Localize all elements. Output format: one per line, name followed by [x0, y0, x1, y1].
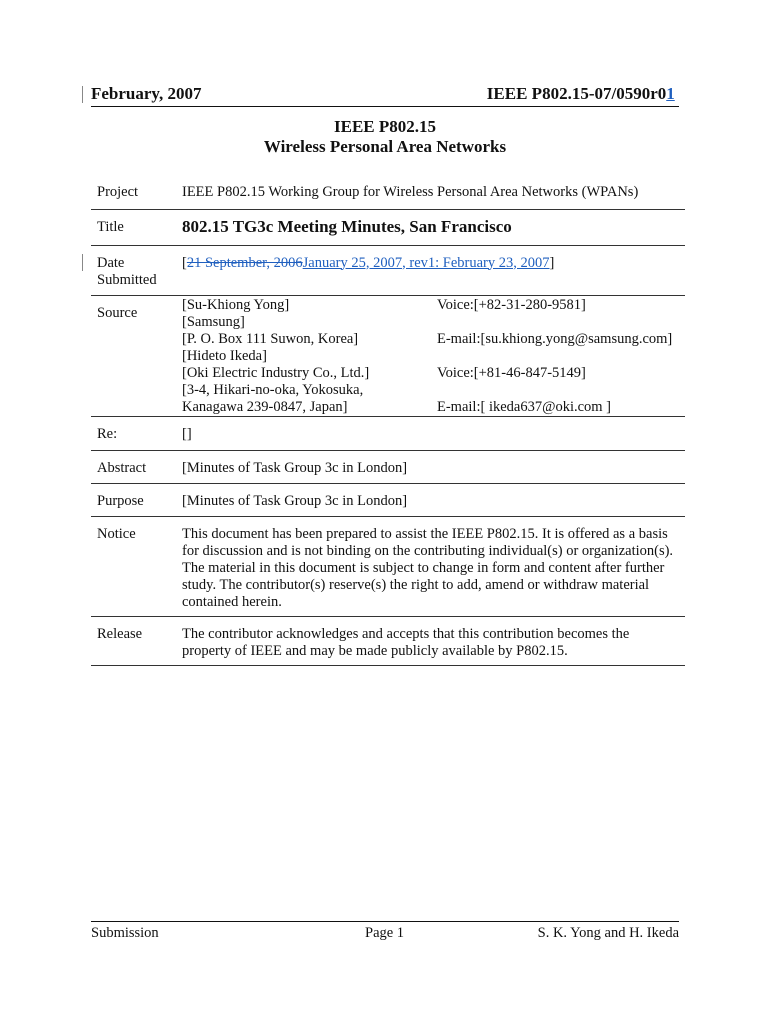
abstract-value: [Minutes of Task Group 3c in London] — [182, 459, 408, 476]
metadata-table — [91, 176, 685, 666]
document-title-block — [91, 117, 679, 157]
doc-number-revision-insert: 1 — [666, 84, 675, 103]
abstract-label: Abstract — [97, 459, 147, 476]
bracket-close: ] — [549, 254, 555, 271]
contact-line: Voice:[+81-46-847-5149] — [437, 364, 586, 381]
release-label: Release — [97, 625, 143, 642]
inserted-date: January 25, 2007, rev1: February 23, 2007 — [302, 254, 550, 271]
row-source — [91, 295, 685, 416]
row-title — [91, 209, 685, 245]
source-line: [3-4, Hikari-no-oka, Yokosuka, — [182, 381, 364, 398]
row-abstract — [91, 450, 685, 483]
release-value: The contributor acknowledges and accepts that this contribution becomes the property of IEEE and may be made publicly available by P802.15. — [182, 625, 630, 659]
contact-line: Voice:[+82-31-280-9581] — [437, 296, 586, 313]
notice-value: This document has been prepared to assist the IEEE P802.15. It is offered as a basis for discussion and is not binding on the contributing individual(s) or organization(s). The material in this document is subject to change in form and content after further study. The contributor(s) reserve(s) the right to add, amend or withdraw material contained herein. — [182, 525, 674, 610]
row-release — [91, 616, 685, 665]
header-date: February, 2007 — [91, 84, 202, 103]
revision-change-bar — [82, 86, 83, 103]
page-header — [91, 84, 679, 107]
title-line-1: IEEE P802.15 — [333, 117, 437, 136]
re-value: [] — [182, 425, 192, 442]
source-line: [Hideto Ikeda] — [182, 347, 267, 364]
contact-line — [437, 348, 685, 365]
re-label: Re: — [97, 425, 118, 442]
project-label: Project — [97, 184, 139, 200]
source-voice-email — [437, 297, 685, 416]
source-line: [Samsung] — [182, 313, 245, 330]
title-line-2: Wireless Personal Area Networks — [263, 137, 507, 156]
contact-line — [437, 314, 685, 331]
contact-line: E-mail:[su.khiong.yong@samsung.com] — [437, 330, 673, 347]
revision-change-bar — [82, 254, 83, 271]
source-line: [Oki Electric Industry Co., Ltd.] — [182, 364, 370, 381]
page-footer — [91, 921, 679, 941]
notice-label: Notice — [97, 525, 136, 542]
footer-authors: S. K. Yong and H. Ikeda — [537, 925, 679, 941]
source-line: [P. O. Box 111 Suwon, Korea] — [182, 330, 359, 347]
contact-line: E-mail:[ ikeda637@oki.com ] — [437, 398, 612, 415]
title-label: Title — [97, 218, 124, 235]
contact-line — [437, 382, 685, 399]
bracket-open: [ — [182, 254, 187, 271]
purpose-value: [Minutes of Task Group 3c in London] — [182, 492, 408, 509]
header-doc-number — [487, 84, 679, 104]
source-label: Source — [97, 304, 138, 321]
source-line: Kanagawa 239-0847, Japan] — [182, 398, 348, 415]
row-date-submitted — [91, 245, 685, 295]
date-submitted-label — [91, 245, 182, 295]
row-re — [91, 416, 685, 450]
source-grid — [182, 297, 685, 416]
footer-page-number: Page 1 — [365, 925, 405, 941]
date-label-line-1: Date — [97, 254, 125, 271]
row-project — [91, 176, 685, 209]
row-purpose — [91, 483, 685, 516]
source-contacts — [182, 297, 437, 416]
doc-number-base: IEEE P802.15-07/0590r0 — [486, 84, 667, 103]
deleted-date: 21 September, 2006 — [186, 254, 303, 271]
date-submitted-value — [182, 245, 685, 295]
footer-submission: Submission — [91, 925, 159, 941]
date-label-line-2: Submitted — [97, 271, 157, 288]
project-value: IEEE P802.15 Working Group for Wireless Personal Area Networks (WPANs) — [182, 184, 639, 200]
purpose-label: Purpose — [97, 492, 144, 509]
title-value: 802.15 TG3c Meeting Minutes, San Francisco — [182, 216, 512, 236]
source-line: [Su-Khiong Yong] — [182, 296, 290, 313]
row-notice — [91, 516, 685, 616]
